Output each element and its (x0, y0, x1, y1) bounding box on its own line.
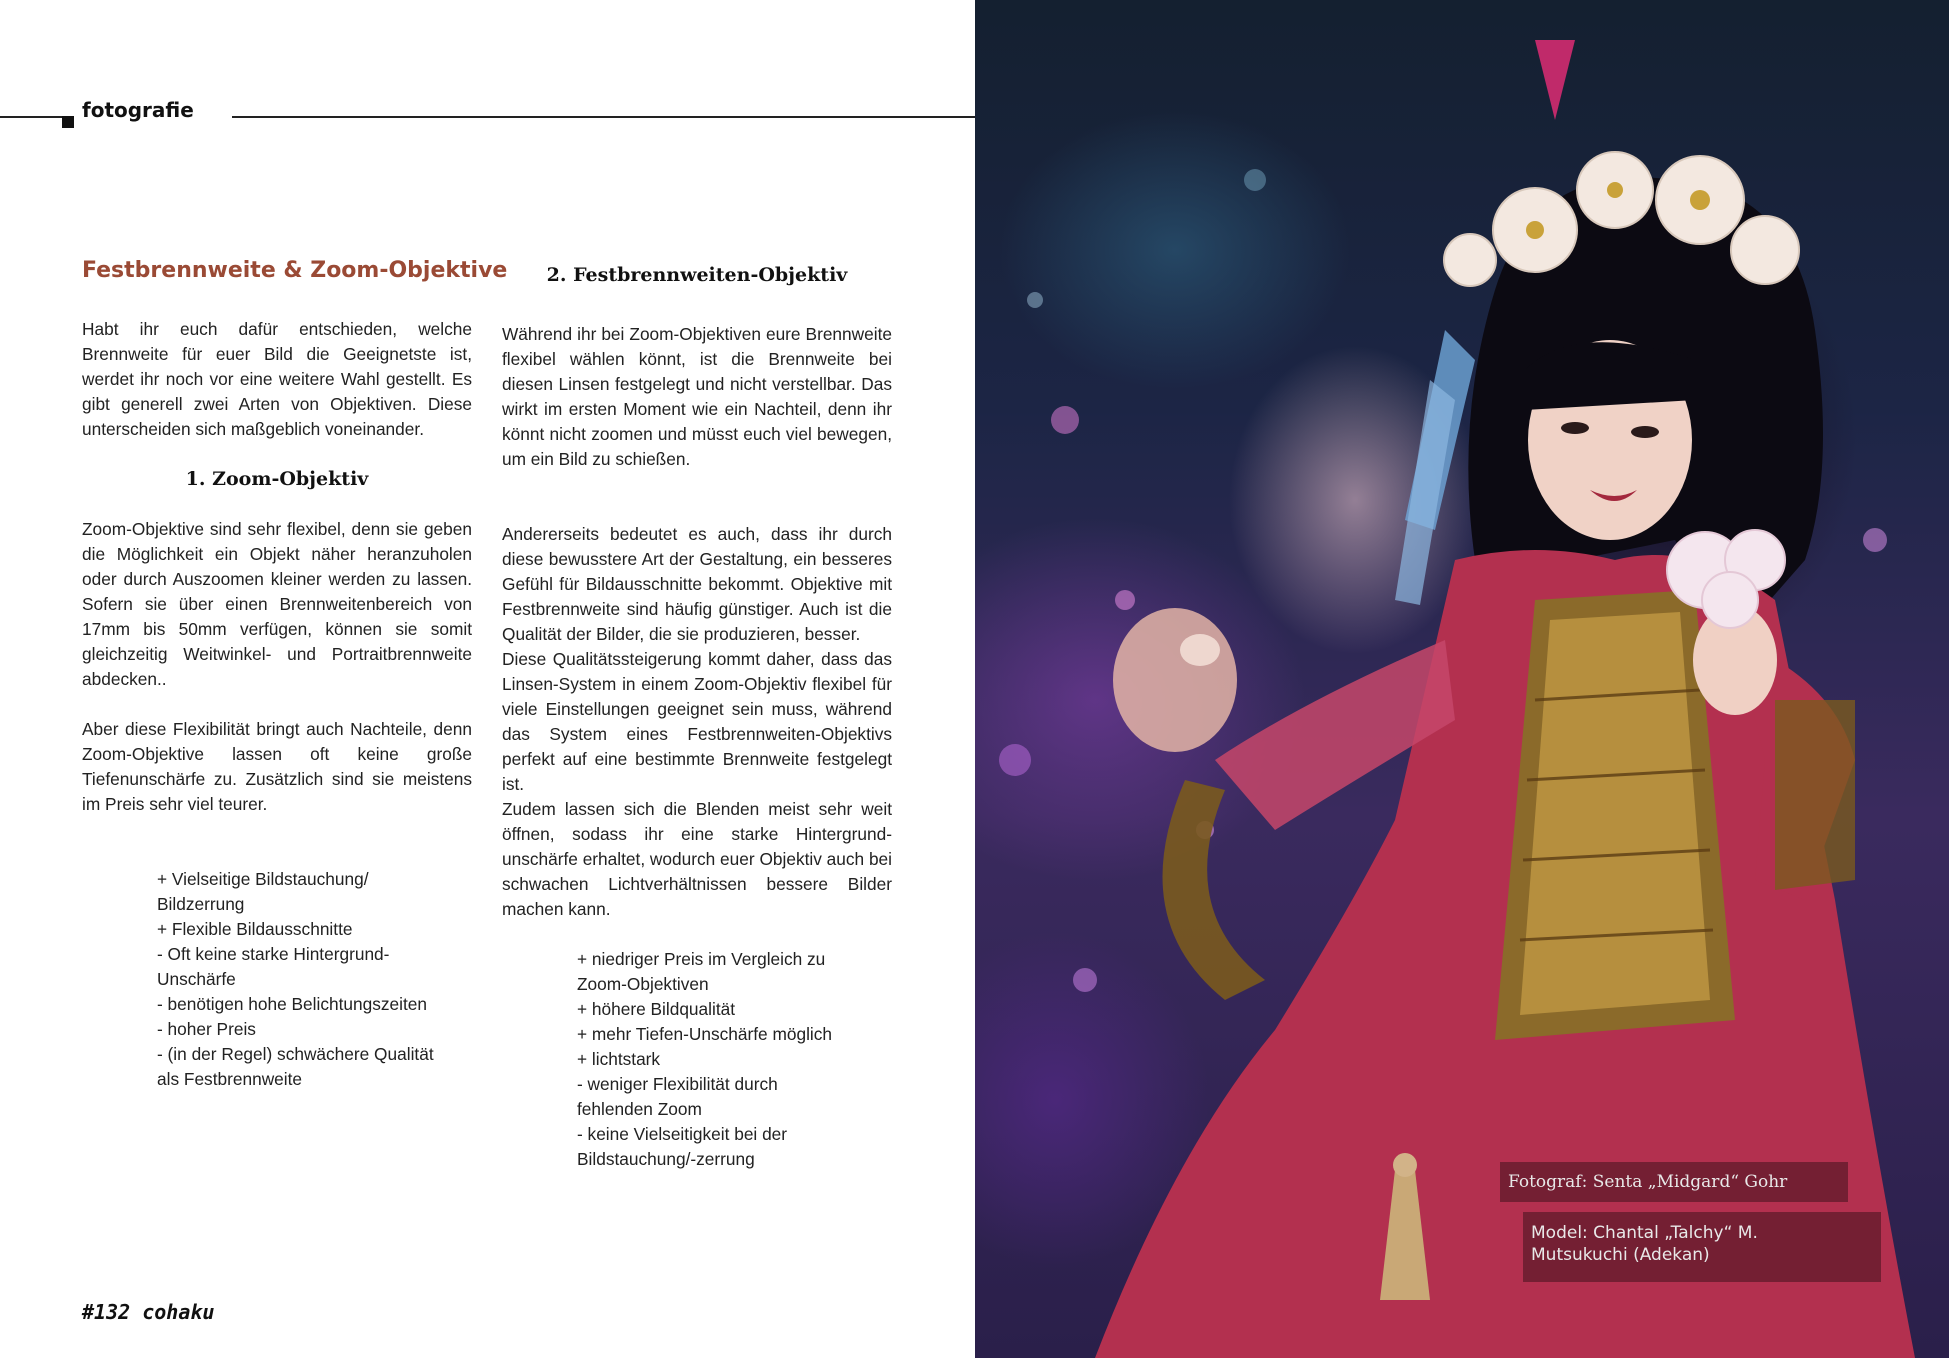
photo-illustration (975, 0, 1949, 1358)
list-item: + Vielseitige Bildstauchung/ Bildzerrung (157, 869, 369, 914)
model-credit-line: Mutsukuchi (Adekan) (1531, 1245, 1710, 1265)
column-2 (502, 263, 892, 1172)
section-marker (62, 116, 74, 128)
column-1 (82, 258, 508, 1092)
zoom-heading: 1. Zoom-Objektiv (185, 468, 369, 490)
zoom-pros-cons-list (82, 867, 472, 1092)
list-item: + mehr Tiefen-Unschärfe möglich (577, 1024, 833, 1044)
photographer-credit: Fotograf: Senta „Midgard“ Gohr (1500, 1162, 1848, 1202)
header-rule (0, 116, 62, 118)
section-label: fotografie (82, 98, 194, 122)
list-item: + lichtstark (577, 1049, 661, 1069)
prime-paragraph: Andererseits bedeutet es auch, dass ihr durch diese bewusstere Art der Gestaltung, ein besseres Gefühl für Bildausschnitte bekommt. Objektive mit Festbrennweite sind häufig günstiger. Auch ist die Qualität der Bilder, die sie produzieren, besser. (502, 524, 892, 644)
list-item: - hoher Preis (157, 1019, 256, 1039)
zoom-paragraph: Zoom-Objektive sind sehr flexibel, denn sie geben die Möglichkeit ein Objekt näher heranzuholen oder durch Auszoomen kleiner werden zu lassen. Sofern sie über einen Brennweitenbereich von 17mm bis 50mm verfügen, können sie somit gleichzeitig Weitwinkel- und Portraitbrennweite abdecken.. (82, 519, 472, 689)
intro-paragraph: Habt ihr euch dafür entschieden, welche Brennweite für euer Bild die Geeignetste ist, werdet ihr noch vor eine weitere Wahl gestellt. Es gibt generell zwei Arten von Objektiven. Diese unterscheiden sich maßgeblich voneinander. (82, 319, 472, 439)
prime-pros-cons-list (502, 947, 892, 1172)
prime-paragraph: Zudem lassen sich die Blenden meist sehr weit öffnen, sodass ihr eine starke Hintergrundunschärfe erhaltet, wodurch euer Objektiv auch bei schwachen Lichtverhältnissen bessere Bilder machen kann. (502, 799, 893, 919)
cosplay-photo (975, 0, 1949, 1358)
model-credit (1523, 1212, 1881, 1282)
list-item: + höhere Bildqualität (577, 999, 736, 1019)
right-page (975, 0, 1949, 1358)
list-item: - weniger Flexibilität durch fehlenden Zoom (577, 1074, 778, 1119)
prime-heading: 2. Festbrennweiten-Objektiv (546, 264, 848, 286)
article-title: Festbrennweite & Zoom-Objektive (82, 258, 508, 283)
list-item: - (in der Regel) schwächere Qualität als Festbrennweite (157, 1044, 434, 1089)
header-rule (232, 116, 975, 118)
model-credit-line: Model: Chantal „Talchy“ M. (1531, 1223, 1758, 1243)
list-item: - benötigen hohe Belichtungszeiten (157, 994, 427, 1014)
prime-paragraph: Während ihr bei Zoom-Objektiven eure Brennweite flexibel wählen könnt, ist die Brennweite bei diesen Linsen festgelegt und nicht verstellbar. Das wirkt im ersten Moment wie ein Nachteil, denn ihr könnt nicht zoomen und müsst euch viel bewegen, um ein Bild zu schießen. (502, 324, 892, 469)
list-item: - Oft keine starke Hintergrund- Unschärfe (157, 944, 390, 989)
issue-number: #132 cohaku (82, 1300, 215, 1324)
prime-paragraph: Diese Qualitätssteigerung kommt daher, dass das Linsen-System in einem Zoom-Objektiv flexibel für viele Einstellungen geeignet sein muss, während das System eines Festbrennweiten-Objektivs perfekt auf eine bestimmte Brennweite festgelegt ist. (502, 649, 892, 794)
list-item: - keine Vielseitigkeit bei der Bildstauchung/-zerrung (577, 1124, 788, 1169)
zoom-paragraph: Aber diese Flexibilität bringt auch Nachteile, denn Zoom-Objektive lassen oft keine große Tiefenunschärfe zu. Zusätzlich sind sie meistens im Preis sehr viel teurer. (82, 719, 472, 814)
list-item: + niedriger Preis im Vergleich zu Zoom-Objektiven (577, 949, 826, 994)
list-item: + Flexible Bildausschnitte (157, 919, 353, 939)
